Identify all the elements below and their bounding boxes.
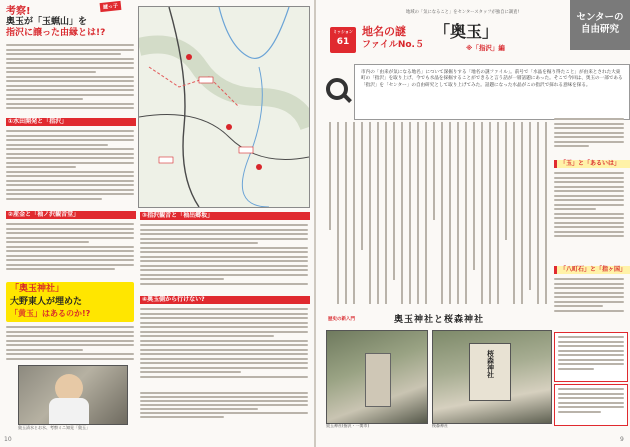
mission-number: 61 <box>336 37 350 47</box>
vertical-body <box>324 120 549 306</box>
header-note: 地域の「気になること」をセンタースタッフが独自に調査! <box>406 10 520 15</box>
side-heading-2: 「八町石」と「指ヶ国」 <box>554 266 630 274</box>
info-box-1 <box>554 332 628 382</box>
topic-note: ※「指沢」編 <box>466 44 505 52</box>
section-2-title: 産金と「袖ノ沢観音堂」 <box>13 211 80 218</box>
photo-caption-left: 奥玉清水とお水、考察ミニ知見「奥玉」 <box>18 425 90 430</box>
body-text-3 <box>6 223 134 278</box>
corner-label <box>570 0 630 50</box>
section-heading-3 <box>140 212 310 220</box>
title-lead: 考察! <box>6 6 31 17</box>
topic-title: 「奥玉」 <box>434 22 499 41</box>
right-page <box>316 0 630 447</box>
section-2-num: ② <box>8 211 14 218</box>
photo-caption-1: 奥玉神社(指沢・一関市) <box>326 423 370 428</box>
left-title-block <box>6 6 131 39</box>
side-note-box <box>554 118 624 158</box>
area-map <box>138 6 310 208</box>
page-number-left: 10 <box>4 436 12 443</box>
side-body-2 <box>554 278 624 328</box>
person-body <box>49 398 89 424</box>
section-4-num: ④ <box>142 296 148 303</box>
vertical-lines-svg <box>324 120 549 306</box>
stone-monument <box>365 353 391 407</box>
shrine-sign <box>469 343 511 401</box>
left-page <box>0 0 314 447</box>
info-box-1-lines <box>558 336 624 378</box>
info-box-2 <box>554 384 628 426</box>
section-3-num: ③ <box>142 212 148 219</box>
title-line-2: 指沢に譲った由縁とは!? <box>6 28 106 38</box>
body-text-1 <box>6 44 134 116</box>
magnifier-handle <box>342 93 352 103</box>
info-box-2-lines <box>558 388 624 422</box>
intro-text: 市内の「由来が気になる地名」について深掘りする「地名の謎ファイル」。前号で「水晶を掘り得たこと」が由来とされた大東町の「指沢」を取り上げ、今でも水晶を採掘することができると言う話が一層話題にあった。そこで今回は、奥玉の一部である「指沢」を「センター」の自由研究として取り上げてみた。話題になった水晶がこの指沢で採れる意味を探る。 <box>354 64 630 120</box>
section-heading-1 <box>6 118 136 126</box>
corner-label-2: 自由研究 <box>580 24 619 35</box>
file-subtitle: ファイルNo.５ <box>362 40 424 50</box>
shrine-sign-text: 桜森神社 <box>486 350 495 378</box>
section-3-title: 指沢観音と「袖出郷坂」 <box>147 212 214 219</box>
body-text-5 <box>140 224 308 294</box>
shrine-photo-left <box>18 365 128 425</box>
photo-caption-2: 桜森神社 <box>432 423 448 428</box>
body-text-4 <box>6 326 134 362</box>
shrine-photo-1 <box>326 330 428 424</box>
corner-label-1: センターの <box>576 12 624 23</box>
section-1-title: 水田開発と「指沢」 <box>13 118 68 125</box>
banner-tag: 歴史の新入門 <box>328 317 355 322</box>
question-box <box>6 282 134 322</box>
section-4-title: 奥玉側から行けない? <box>147 296 205 303</box>
body-text-6 <box>140 308 308 386</box>
section-heading-4 <box>140 296 310 304</box>
footnotes <box>140 392 308 432</box>
side-body-1 <box>554 172 624 260</box>
mission-label: ミッション <box>333 29 353 34</box>
question-line-2: 大野東人が埋めた <box>10 297 83 307</box>
title-badge: 謎っ子 <box>100 1 122 12</box>
file-title: 地名の謎 <box>362 25 406 38</box>
question-line-3: 「黄玉」はあるのか!? <box>10 309 91 318</box>
map-svg <box>139 7 309 207</box>
vertical-text-area <box>324 120 549 306</box>
page-number-right: 9 <box>620 436 624 443</box>
shrine-photo-2 <box>432 330 552 424</box>
side-note-lines <box>554 118 624 158</box>
mission-badge <box>330 27 356 53</box>
section-1-num: ① <box>8 118 14 125</box>
section-heading-2 <box>6 211 136 219</box>
question-line-1: 「奥玉神社」 <box>10 284 65 294</box>
banner-title: 奥玉神社と桜森神社 <box>394 315 485 325</box>
side-heading-1: 「玉」と「あるいは」 <box>554 160 630 168</box>
title-line-1: 奥玉が「玉蝋山」を <box>6 17 88 27</box>
body-text-2 <box>6 130 134 208</box>
banner-row <box>324 314 549 326</box>
